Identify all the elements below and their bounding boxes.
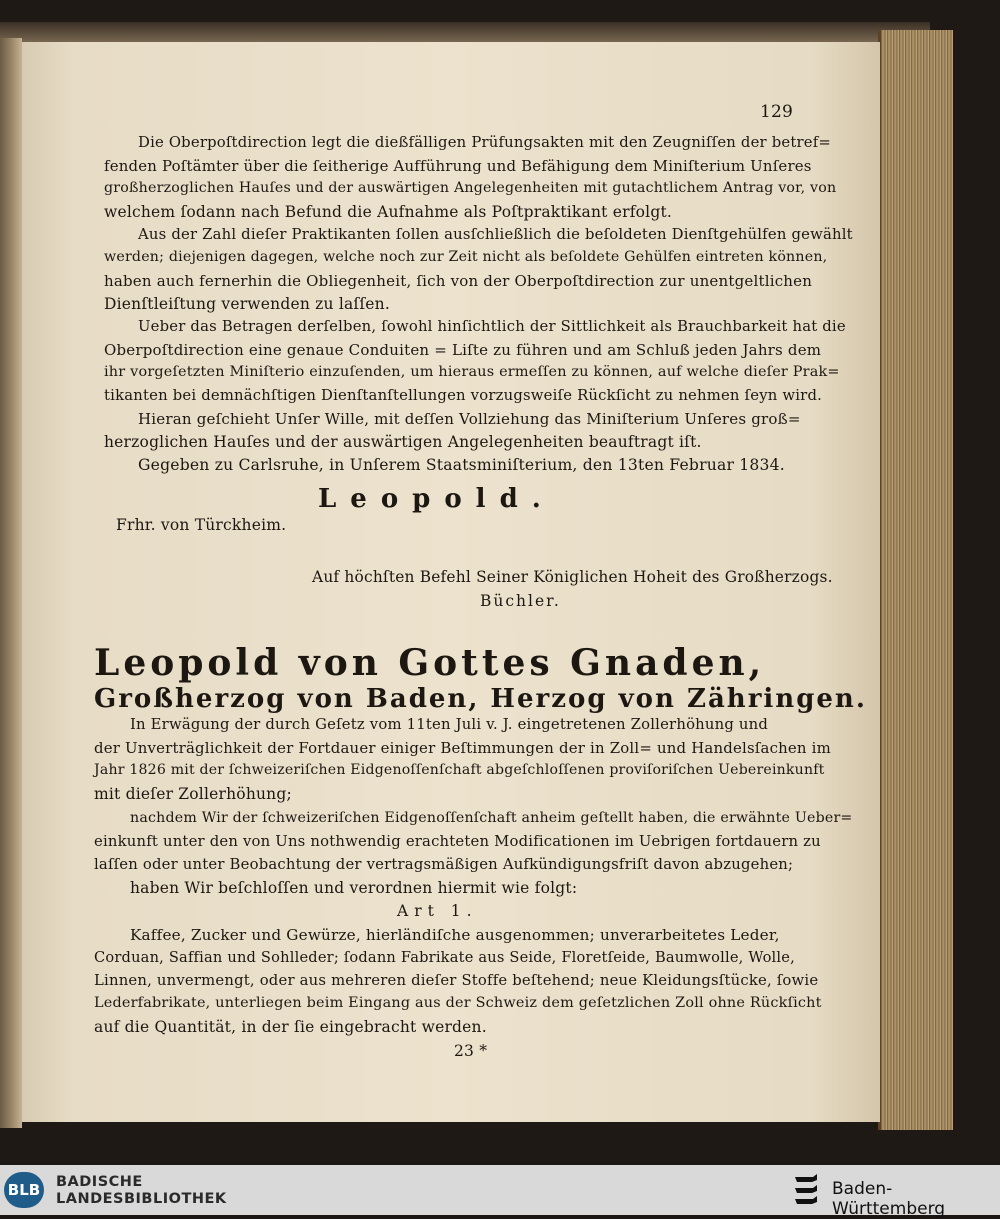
text-line: Corduan, Saffian und Sohlleder; ſodann Fabrikate aus Seide, Floretſeide, Baumwolle, Wolle, <box>94 949 795 966</box>
text-line: In Erwägung der durch Geſetz vom 11ten Juli v. J. eingetretenen Zollerhöhung und <box>130 716 769 733</box>
command-line: Auf höchſten Befehl Seiner Königlichen Hoheit des Großherzogs. <box>312 568 833 586</box>
text-line: Lederfabrikate, unterliegen beim Eingang aus der Schweiz dem geſetzlichen Zoll ohne Rückſicht <box>94 995 822 1011</box>
text-line: laſſen oder unter Beobachtung der vertragsmäßigen Aufkündigungsfriſt davon abzugehen; <box>94 856 794 873</box>
text-line: einkunft unter den von Uns nothwendig erachteten Modificationen im Uebrigen fortdauern zu <box>94 833 821 850</box>
text-line: Oberpoſtdirection eine genaue Conduiten = Liſte zu führen und am Schluß jeden Jahrs dem <box>104 341 822 359</box>
text-line: werden; diejenigen dagegen, welche noch zur Zeit nicht als beſoldete Gehülfen eintreten können, <box>104 249 828 265</box>
countersignature: Frhr. von Türckheim. <box>116 516 287 534</box>
document-page <box>22 42 880 1122</box>
lions-icon <box>792 1172 822 1208</box>
library-name-line2: LANDESBIBLIOTHEK <box>56 1191 227 1207</box>
book-page-stack <box>878 30 953 1130</box>
text-line: Hieran geſchieht Unſer Wille, mit deſſen Vollziehung das Miniſterium Unſeres groß= <box>138 410 801 428</box>
book-top-edge <box>0 22 930 44</box>
text-line: fenden Poſtämter über die ſeitherige Aufführung und Befähigung dem Miniſterium Unſeres <box>104 157 812 175</box>
article-heading: Art 1. <box>397 902 478 920</box>
text-line: Dienſtleiſtung verwenden zu laſſen. <box>104 295 390 313</box>
heading-title: Großherzog von Baden, Herzog von Zähringen. <box>94 684 867 714</box>
footer-bar <box>0 1165 1000 1219</box>
command-name: Büchler. <box>480 592 561 610</box>
text-line: Linnen, unvermengt, oder aus mehreren dieſer Stoffe beſtehend; neue Kleidungsſtücke, ſowie <box>94 972 819 989</box>
text-line: nachdem Wir der ſchweizeriſchen Eidgenoſſenſchaft anheim geſtellt haben, die erwähnte Ueber= <box>130 810 853 826</box>
text-line: der Unverträglichkeit der Fortdauer einiger Beſtimmungen der in Zoll= und Handelsſachen im <box>94 739 831 757</box>
text-line: Jahr 1826 mit der ſchweizeriſchen Eidgenoſſenſchaft abgeſchloſſenen proviſoriſchen Uebereinkunft <box>94 762 825 778</box>
text-line: Ueber das Betragen derſelben, ſowohl hinſichtlich der Sittlichkeit als Brauchbarkeit hat die <box>138 318 846 335</box>
text-line: tikanten bei demnächſtigen Dienſtanſtellungen vorzugsweiſe Rückſicht zu nehmen ſeyn wird. <box>104 387 823 404</box>
text-line: herzoglichen Hauſes und der auswärtigen Angelegenheiten beauftragt iſt. <box>104 433 702 451</box>
text-line: großherzoglichen Hauſes und der auswärtigen Angelegenheiten mit gutachtlichem Antrag vor, von <box>104 180 837 196</box>
page-number: 129 <box>760 102 794 122</box>
text-line: Aus der Zahl dieſer Praktikanten ſollen ausſchließlich die beſoldeten Dienſtgehülfen gewählt <box>138 226 853 243</box>
text-line: Kaffee, Zucker und Gewürze, hierländiſche ausgenommen; unverarbeitetes Leder, <box>130 926 780 944</box>
blb-logo[interactable]: BLB <box>4 1172 44 1208</box>
text-line: welchem ſodann nach Befund die Aufnahme als Poſtpraktikant erfolgt. <box>104 203 672 221</box>
text-line: Gegeben zu Carlsruhe, in Unſerem Staatsminiſterium, den 13ten Februar 1834. <box>138 456 785 474</box>
text-line: Die Oberpoſtdirection legt die dießfälligen Prüfungsakten mit den Zeugniſſen der betref= <box>138 134 832 151</box>
text-line: haben Wir beſchloſſen und verordnen hiermit wie folgt: <box>130 879 578 897</box>
heading-leopold: Leopold von Gottes Gnaden, <box>94 642 766 684</box>
state-label[interactable]: Baden-Württemberg <box>832 1179 946 1219</box>
text-line: haben auch fernerhin die Obliegenheit, ſich von der Oberpoſtdirection zur unentgeltlichen <box>104 272 813 290</box>
book-left-edge <box>0 38 22 1128</box>
signature-mark: 23 * <box>454 1042 488 1060</box>
text-line: auf die Quantität, in der ſie eingebracht werden. <box>94 1018 487 1036</box>
text-line: ihr vorgeſetzten Miniſterio einzuſenden, um hieraus ermeſſen zu können, auf welche dieſer Prak= <box>104 364 840 380</box>
signature-leopold: Leopold. <box>318 484 555 514</box>
library-name[interactable] <box>56 1174 227 1208</box>
library-name-line1: BADISCHE <box>56 1174 143 1190</box>
text-line: mit dieſer Zollerhöhung; <box>94 785 292 803</box>
